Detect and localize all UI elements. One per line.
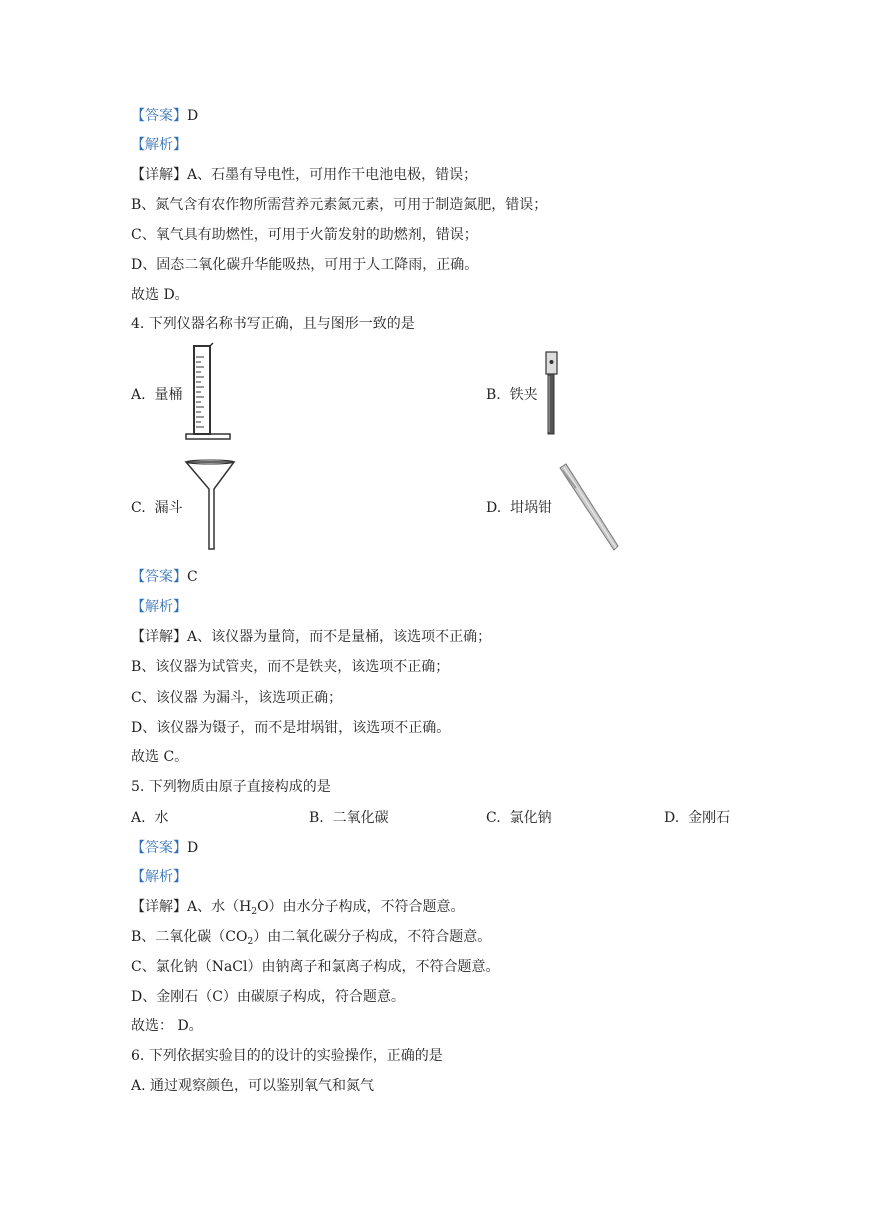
answer-tag: 【答案】: [131, 108, 187, 124]
q4-conclusion: 故选 C。: [131, 749, 189, 765]
q5-option-c: C. 氯化钠: [486, 810, 552, 826]
answer-tag: 【答案】: [131, 569, 187, 585]
q5-option-d: D. 金刚石: [664, 810, 731, 826]
q5-explanation-b: B、二氧化碳$(CO_2)$由二氧化碳分子构成，不符合题意。: [131, 929, 492, 947]
q6-stem: 6. 下列依据实验目的的设计的实验操作，正确的是: [131, 1048, 443, 1064]
q4-explanation-c: C、该仪器 为漏斗，该选项正确；: [131, 690, 343, 706]
q4-option-b: B. 铁夹: [486, 387, 538, 403]
q4-analysis-tag: 【解析】: [131, 599, 187, 615]
q3-conclusion: 故选 D。: [131, 287, 189, 303]
detail-tag: 【详解】: [131, 167, 187, 183]
q3-explanation-b: B、氮气含有农作物所需营养元素氮元素，可用于制造氮肥，错误；: [131, 197, 548, 213]
q4-option-a: A. 量桶: [131, 387, 183, 403]
answer-value: D: [187, 108, 199, 124]
q6-option-a: A. 通过观察颜色，可以鉴别氧气和氮气: [131, 1078, 375, 1094]
detail-tag: 【详解】: [131, 629, 187, 645]
q5-explanation-c: C、氯化钠（NaCl）由钠离子和氯离子构成，不符合题意。: [131, 959, 500, 975]
q5-answer-line: [131, 838, 198, 858]
q5-explanation-d: D、金刚石（C）由碳原子构成，符合题意。: [131, 989, 405, 1005]
q4-stem: 4. 下列仪器名称书写正确，且与图形一致的是: [131, 316, 415, 332]
q4-explanation-d: D、该仪器为镊子，而不是坩埚钳，该选项不正确。: [131, 720, 451, 736]
funnel-icon: [184, 459, 238, 554]
test-tube-holder-icon: [544, 350, 560, 436]
q4-option-c: C. 漏斗: [131, 500, 183, 516]
q4-detail-line: 【详解】A、该仪器为量筒，而不是量桶，该选项不正确；: [131, 629, 492, 645]
tweezers-icon: [556, 462, 622, 552]
q4-option-d: D. 坩埚钳: [486, 500, 553, 516]
q4-explanation-b: B、该仪器为试管夹，而不是铁夹，该选项不正确；: [131, 659, 450, 675]
answer-tag: 【答案】: [131, 840, 187, 856]
q3-answer-line: [131, 106, 198, 126]
answer-value: D: [187, 840, 199, 856]
q5-detail-line: 【详解】A、水$(H_2O)$由水分子构成，不符合题意。: [131, 899, 465, 917]
q4-answer-line: [131, 567, 198, 587]
q3-analysis-tag: 【解析】: [131, 137, 187, 153]
answer-value: C: [187, 569, 198, 585]
graduated-cylinder-icon: [184, 343, 234, 443]
q5-stem: 5. 下列物质由原子直接构成的是: [131, 779, 331, 795]
q3-detail-line: 【详解】A、石墨有导电性，可用作干电池电极，错误；: [131, 167, 478, 183]
q3-explanation-d: D、固态二氧化碳升华能吸热，可用于人工降雨，正确。: [131, 257, 479, 273]
q5-conclusion: 故选： D。: [131, 1018, 203, 1034]
detail-tag: 【详解】: [131, 899, 187, 915]
q5-option-b: B. 二氧化碳: [309, 810, 389, 826]
q5-option-a: A. 水: [131, 810, 169, 826]
q3-explanation-c: C、氧气具有助燃性，可用于火箭发射的助燃剂，错误；: [131, 227, 478, 243]
q5-analysis-tag: 【解析】: [131, 869, 187, 885]
